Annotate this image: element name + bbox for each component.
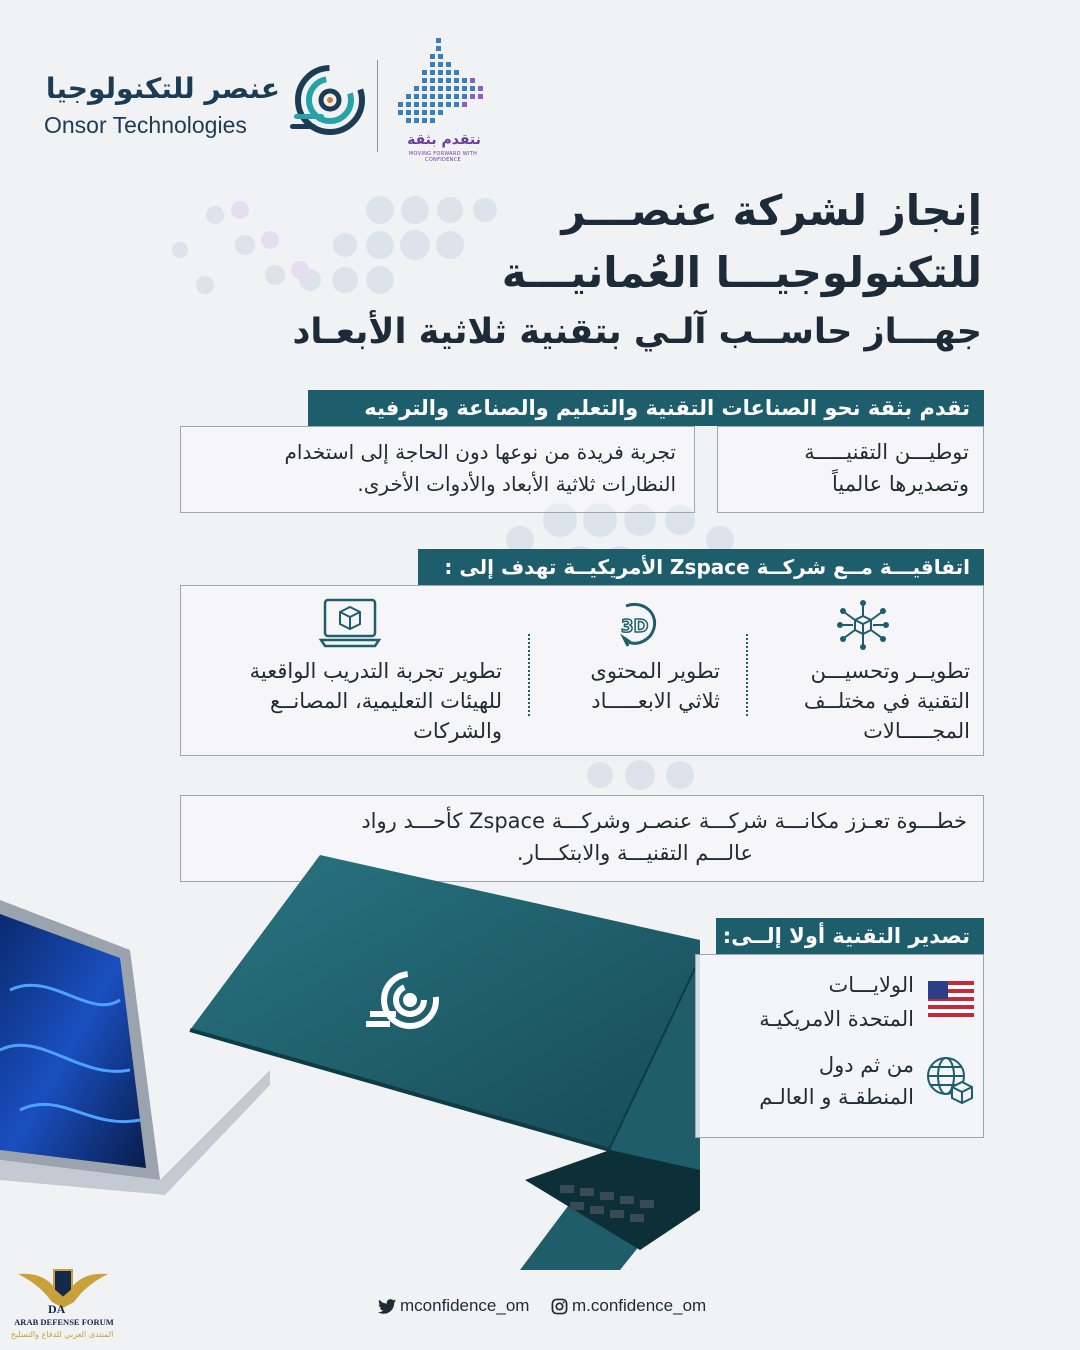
onsor-name-en: Onsor Technologies	[44, 112, 247, 138]
title-line-2: للتكنولوجيـــا العُمانيـــة	[501, 248, 982, 297]
item-separator	[746, 634, 748, 716]
us-flag-icon	[928, 981, 974, 1017]
header-divider	[377, 60, 378, 152]
section2-banner-text: اتفاقيـــة مــع شركــة Zspace الأمريكيــة تهدف إلى :	[444, 555, 970, 579]
section1-banner	[308, 390, 984, 426]
globe-cube-icon	[924, 1052, 976, 1104]
twitter-icon	[378, 1299, 396, 1314]
box-right-line-2: وتصديرها عالمياً	[831, 472, 969, 496]
network-cube-icon	[836, 598, 890, 652]
export-item2-line-2: المنطقـة و العالـم	[759, 1085, 914, 1109]
section3-line-2: عالـــم التقنيـــة والابتكـــار.	[516, 841, 753, 865]
item1-line-1: تطويــر وتحسيـــن	[810, 659, 970, 683]
onsor-mark-icon	[288, 62, 368, 142]
box-left-line-1: تجربة فريدة من نوعها دون الحاجة إلى استخدام	[284, 440, 676, 464]
export-item1-line-1: الولايـــات	[828, 973, 914, 997]
3d-icon	[612, 598, 664, 650]
watermark-abbr: DA	[48, 1302, 66, 1316]
section1-box-right	[717, 426, 984, 513]
watermark-name-en: ARAB DEFENSE FORUM	[14, 1317, 114, 1327]
title-line-3: جهـــاز حاســب آلـي بتقنية ثلاثية الأبعـاد	[292, 312, 982, 352]
item2-line-1: تطوير المحتوى	[590, 659, 720, 683]
item3-line-1: تطوير تجربة التدريب الواقعية	[249, 659, 502, 683]
svg-text:3D: 3D	[621, 616, 649, 637]
item3-line-2: للهيئات التعليمية، المصانــع	[269, 689, 502, 713]
section1-box-left	[180, 426, 695, 513]
export-item1-line-2: المتحدة الامريكيـة	[759, 1007, 914, 1031]
title-line-1: إنجاز لشركة عنصـــر	[561, 186, 982, 235]
section3-line-1: خطـــوة تعـزز مكانـــة شركـــة عنصـر وشركـــة Zspace كأحـــد رواد	[361, 809, 967, 833]
section4-banner	[716, 918, 984, 954]
oman-slogan-ar: نتقدم بثقة	[407, 132, 481, 148]
section4-banner-text: تصدير التقنية أولا إلــى:	[722, 924, 970, 948]
twitter-handle[interactable]: mconfidence_om	[400, 1296, 530, 1315]
item-separator	[528, 634, 530, 716]
onsor-name-ar: عنصر للتكنولوجيا	[45, 72, 280, 105]
section1-banner-text: تقدم بثقة نحو الصناعات التقنية والتعليم والصناعة والترفيه	[364, 396, 970, 420]
section2-banner	[418, 549, 984, 585]
item2-line-2: ثلاثي الابعـــــاد	[591, 689, 720, 713]
instagram-handle[interactable]: m.confidence_om	[572, 1296, 707, 1315]
oman-slogan-en: MOVING FORWARD WITH CONFIDENCE	[408, 151, 478, 163]
item1-line-3: المجـــــالات	[863, 719, 970, 743]
box-left-line-2: النظارات ثلاثية الأبعاد والأدوات الأخرى.	[357, 472, 676, 496]
watermark-name-ar: المنتدى العربي للدفاع والتسليح	[10, 1330, 114, 1339]
instagram-icon	[551, 1298, 568, 1315]
export-item2-line-1: من ثم دول	[818, 1053, 914, 1077]
laptops-illustration	[0, 850, 700, 1280]
item1-line-2: التقنية في مختلــف	[803, 689, 970, 713]
item3-line-3: والشركات	[413, 719, 502, 743]
onsor-logo	[40, 62, 370, 152]
arab-defense-forum-watermark	[0, 1262, 125, 1350]
box-right-line-1: توطيـــن التقنيـــــة	[804, 440, 969, 464]
laptop-cube-icon	[319, 596, 381, 652]
